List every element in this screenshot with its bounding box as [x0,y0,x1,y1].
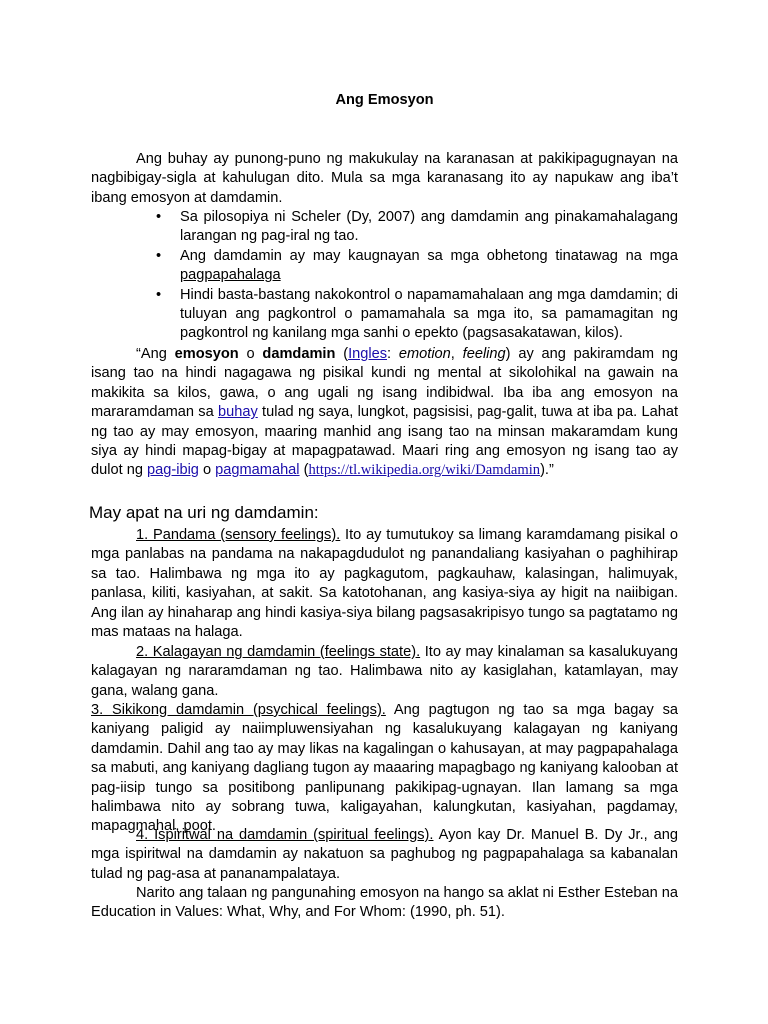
bullet-list [136,208,678,344]
closing-paragraph: Narito ang talaan ng pangunahing emosyon na hango sa aklat ni Esther Esteban na Education in Values: What, Why, and For Whom: (1990, ph. 51). [91,885,678,921]
quote-text: ( [335,346,349,362]
section-1-heading: 1. Pandama (sensory feelings). [136,527,341,543]
bullet-icon: • [156,286,162,303]
quote-text: o [198,462,216,479]
section-2-paragraph [91,643,678,701]
pagmamahal-link[interactable]: pagmamahal [215,462,300,479]
page-title: Ang Emosyon [335,92,434,108]
section-3-paragraph [91,701,678,837]
term-feeling: feeling [462,346,506,362]
section-4-paragraph [91,826,678,884]
quote-text: ( [299,462,309,479]
quote-text: , [450,346,463,362]
bullet-icon: • [156,209,162,225]
source-url-link[interactable]: https://tl.wikipedia.org/wiki/Damdamin [308,462,541,479]
pag-ibig-link[interactable]: pag-ibig [147,462,199,479]
quote-text: “Ang [136,346,175,362]
ingles-link[interactable]: Ingles [348,346,388,362]
section-4-body: Ayon kay Dr. Manuel B. Dy Jr., ang mga ispiritwal na damdamin ay nakatuon sa paghubog ng pagpapahalaga sa kabanalan tulad ng pag-asa at pananampalataya. [91,827,678,882]
section-1-body: Ito ay tumutukoy sa limang karamdamang pisikal o mga panlabas na pandama na nakapagdudulot ng panandaliang kasiyahan o paghihirap sa tao. Halimbawa ng mga ito ay pagkagutom, pagkauhaw, kalasingan, halimuyak, panlasa, kiliti, kasiyahan, at sakit. Sa katotohanan, ang kasiya-siya ay higit na naiibigan. Ang ilan ay hinaharap ang hindi kasiya-siya bilang pagsasakripisyo tungo sa pagtatamo ng mas mataas na halaga. [91,527,678,641]
quote-text: ) ay ang pakiramdam ng isang tao na hindi nagagawa ng pisikal kundi ng mental at sikolohikal na gawain na makikita sa kilos, gawa, o ang ugali ng isang indibidwal. Iba iba ang emosyon na mararamdaman sa [91,346,679,421]
quote-paragraph [91,345,678,481]
section-2-body: Ito ay may kinalaman sa kasalukuyang kalagayan ng nararamdaman ng tao. Halimbawa nito ay kasiglahan, katamlayan, may gana, walang gana. [91,644,679,699]
quote-text: o [238,346,263,362]
quote-text: : [387,346,399,362]
section-1-paragraph [91,526,678,642]
term-damdamin: damdamin [262,346,336,362]
quote-text: tulad ng saya, lungkot, pagsisisi, pag-galit, tuwa at iba pa. Lahat ng tao ay may emosyon, maaring manhid ang isang tao na minsan makaramdam kung siya ay hindi mapag-bigay at mapagpatawad. Maari ring ang emosyon ng isang tao ay dulot ng [91,404,679,479]
section-4-heading: 4. Ispiritwal na damdamin (spiritual feelings). [136,827,434,843]
intro-paragraph: Ang buhay ay punong-puno ng makukulay na karanasan at pakikipagugnayan na nagbibigay-sigla at kahulugan dito. Mula sa mga karanasang ito ay napukaw ang iba’t ibang emosyon at damdamin. [91,151,678,206]
buhay-link[interactable]: buhay [217,404,258,421]
bullet-text: Hindi basta-bastang nakokontrol o napamamahalaan ang mga damdamin; di tuluyan ang pagkontrol o pamamahala sa mga ito, sa pamamagitan ng pagkontrol ng kanilang mga sanhi o epekto (pagsasakatawan, kilos). [180,286,678,342]
section-3-heading: 3. Sikikong damdamin (psychical feelings). [91,702,386,718]
term-emosyon: emosyon [174,346,239,362]
section-heading: May apat na uri ng damdamin: [89,503,319,522]
list-item [136,286,678,344]
list-item [136,247,678,286]
bullet-text: Sa pilosopiya ni Scheler (Dy, 2007) ang damdamin ang pinakamahalagang larangan ng pag-iral ng tao. [180,209,678,245]
quote-text: ).” [540,462,554,479]
section-3-body: Ang pagtugon ng tao sa mga bagay sa kaniyang paligid ay naiimpluwensiyahan ng kasalukuyang kalagayan ng kaniyang damdamin. Dahil ang tao ay may likas na kagalingan o kahusayan, at may pagpapahalaga sa mabuti, ang kaniyang dagliang tugon ay maaaring mapagbago ng kaniyang kalooban at pag-iisip tungo sa positibong panlipunang pakikipag-ugnayan. Ilan lamang sa mga halimbawa nito ay sobrang tuwa, kaligayahan, kalungkutan, kasiyahan, pagdamay, mapagmahal, poot. [91,702,678,835]
underlined-term: pagpapahalaga [180,267,281,284]
bullet-text: Ang damdamin ay may kaugnayan sa mga obhetong tinatawag na mga [180,247,678,264]
bullet-icon: • [156,247,162,264]
term-emotion: emotion [398,346,451,362]
list-item [136,208,678,247]
section-2-heading: 2. Kalagayan ng damdamin (feelings state). [136,644,421,660]
